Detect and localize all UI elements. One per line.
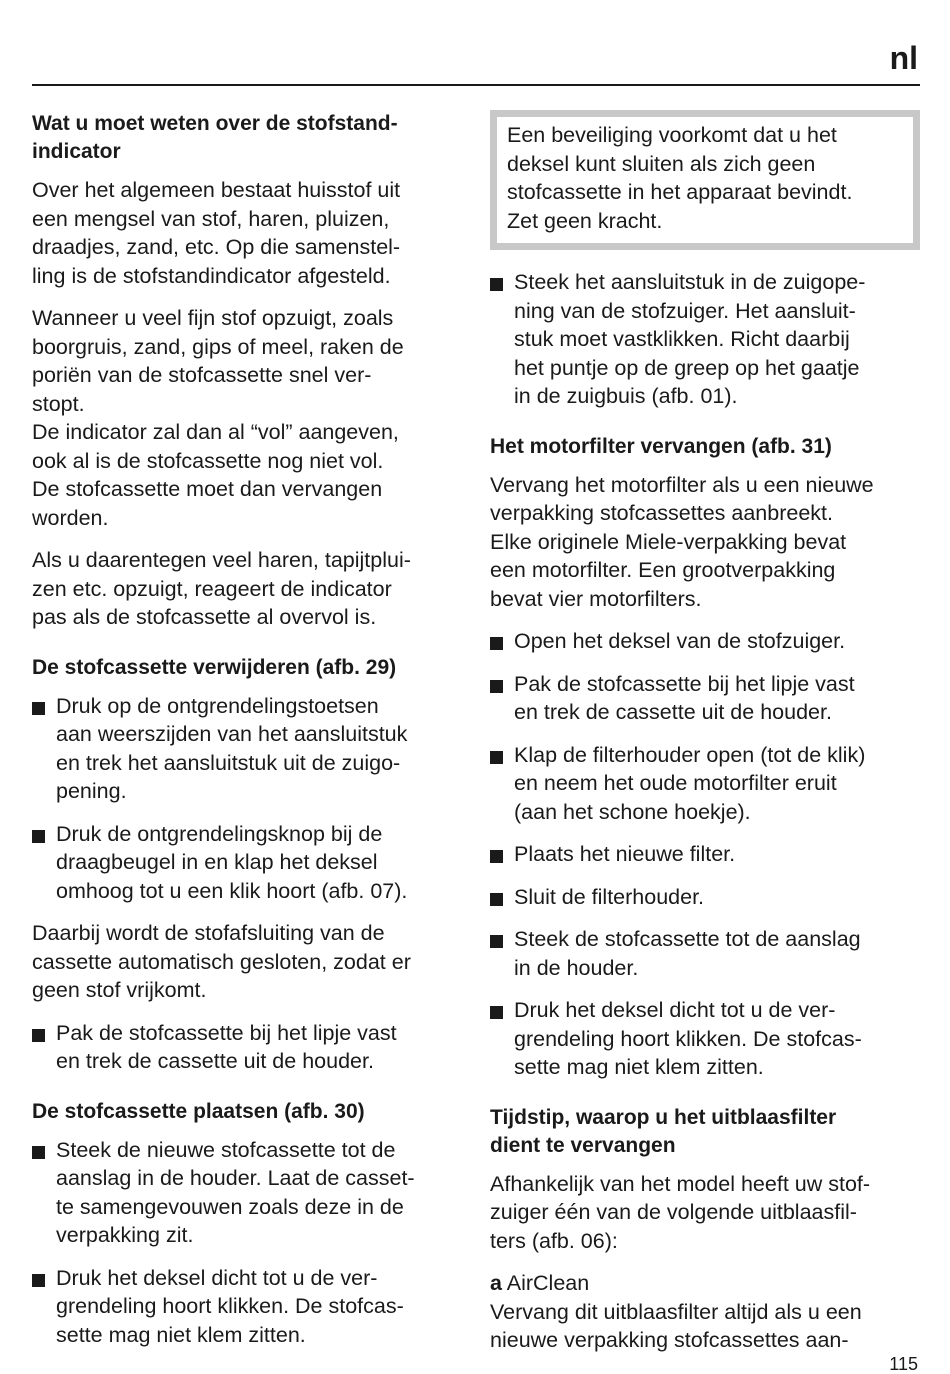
list-item-text: Druk de ontgrendelingsknop bij de draagbeugel in en klap het deksel omhoog tot u een klik hoort (afb. 07).	[56, 821, 408, 903]
list-item-text: Plaats het nieuwe filter.	[514, 842, 736, 866]
list-item-text: Steek de stofcassette tot de aanslag in de houder.	[514, 927, 861, 980]
list-item-text: Klap de filterhouder open (tot de klik) en neem het oude motorfilter eruit (aan het schone hoekje).	[514, 742, 866, 824]
bullet-square-icon	[32, 1274, 45, 1287]
section-heading: Het motorfilter vervangen (afb. 31)	[490, 434, 832, 458]
paragraph: Als u daarentegen veel haren, tapijtplui- zen etc. opzuigt, reageert de indicator pas als de stofcassette al overvol is.	[32, 548, 411, 629]
list-item	[490, 268, 920, 411]
section-heading: De stofcassette plaatsen (afb. 30)	[32, 1099, 365, 1123]
left-column	[32, 110, 464, 1349]
list-item	[490, 670, 920, 727]
list-item	[32, 820, 464, 906]
list-item-text: Pak de stofcassette bij het lipje vast en trek de cassette uit de houder.	[56, 1020, 397, 1073]
language-code: nl	[889, 40, 918, 76]
bullet-square-icon	[490, 680, 503, 693]
list-item	[490, 996, 920, 1082]
bullet-square-icon	[32, 830, 45, 843]
list-item	[32, 1019, 464, 1076]
paragraph: Afhankelijk van het model heeft uw stof- zuiger één van de volgende uitblaasfil- ters (afb. 06):	[490, 1171, 871, 1253]
list-item-text: Open het deksel van de stofzuiger.	[514, 629, 846, 653]
item-letter: a	[490, 1271, 502, 1295]
item-name: AirClean	[501, 1271, 590, 1295]
list-item	[490, 741, 920, 827]
right-column	[490, 110, 920, 1369]
bullet-square-icon	[32, 1146, 45, 1159]
list-item-text: Druk het deksel dicht tot u de ver- grendeling hoort klikken. De stofcas- sette mag niet klem zitten.	[56, 1265, 404, 1347]
bullet-square-icon	[490, 935, 503, 948]
item-label	[490, 1269, 920, 1298]
list-item-text: Steek het aansluitstuk in de zuigope- ning van de stofzuiger. Het aansluit- stuk moet vastklikken. Richt daarbij het puntje op de greep op het gaatje in de zuigbuis (afb. 01).	[514, 270, 866, 408]
list-item-text: Pak de stofcassette bij het lipje vast en trek de cassette uit de houder.	[514, 671, 855, 724]
paragraph: Vervang het motorfilter als u een nieuwe verpakking stofcassettes aanbreekt. Elke originele Miele-verpakking bevat een motorfilter. Een grootverpakking bevat vier motorfilters.	[490, 472, 874, 611]
bullet-square-icon	[490, 1006, 503, 1019]
list-item	[32, 1264, 464, 1350]
list-item	[32, 1136, 464, 1250]
paragraph: Vervang dit uitblaasfilter altijd als u een nieuwe verpakking stofcassettes aan-	[490, 1299, 862, 1352]
section-heading: De stofcassette verwijderen (afb. 29)	[32, 655, 397, 679]
bullet-square-icon	[490, 893, 503, 906]
list-item	[490, 840, 920, 869]
section-heading: Tijdstip, waarop u het uitblaasfilter dient te vervangen	[490, 1105, 837, 1157]
paragraph: Wanneer u veel fijn stof opzuigt, zoals boorgruis, zand, gips of meel, raken de poriën van de stofcassette snel ver- stopt. De indicator zal dan al “vol” aangeven, ook al is de stofcassette nog niet vol. De stofcassette moet dan vervangen worden.	[32, 306, 404, 530]
page-number: 115	[889, 1354, 918, 1374]
bullet-square-icon	[32, 1029, 45, 1042]
bullet-square-icon	[490, 751, 503, 764]
header-rule	[32, 84, 920, 86]
section-heading: Wat u moet weten over de stofstand- indicator	[32, 112, 398, 163]
list-item	[490, 883, 920, 912]
list-item-text: Druk het deksel dicht tot u de ver- grendeling hoort klikken. De stofcas- sette mag niet klem zitten.	[514, 998, 862, 1079]
bullet-square-icon	[490, 850, 503, 863]
list-item	[490, 627, 920, 656]
bullet-square-icon	[490, 278, 503, 291]
bullet-square-icon	[32, 702, 45, 715]
list-item-text: Druk op de ontgrendelingstoetsen aan weerszijden van het aansluitstuk en trek het aansluitstuk uit de zuigo- pening.	[56, 693, 408, 803]
list-item	[490, 925, 920, 982]
bullet-square-icon	[490, 637, 503, 650]
list-item-text: Steek de nieuwe stofcassette tot de aanslag in de houder. Laat de casset- te samengevouwen zoals deze in de verpakking zit.	[56, 1137, 415, 1247]
paragraph: Daarbij wordt de stofafsluiting van de cassette automatisch gesloten, zodat er geen stof vrijkomt.	[32, 921, 411, 1002]
list-item	[32, 692, 464, 806]
list-item-text: Sluit de filterhouder.	[514, 884, 705, 909]
paragraph: Over het algemeen bestaat huisstof uit een mengsel van stof, haren, pluizen, draadjes, zand, etc. Op die samenstel- ling is de stofstandindicator afgesteld.	[32, 178, 401, 288]
notice-box: Een beveiliging voorkomt dat u het deksel kunt sluiten als zich geen stofcassette in het apparaat bevindt. Zet geen kracht.	[490, 110, 920, 250]
